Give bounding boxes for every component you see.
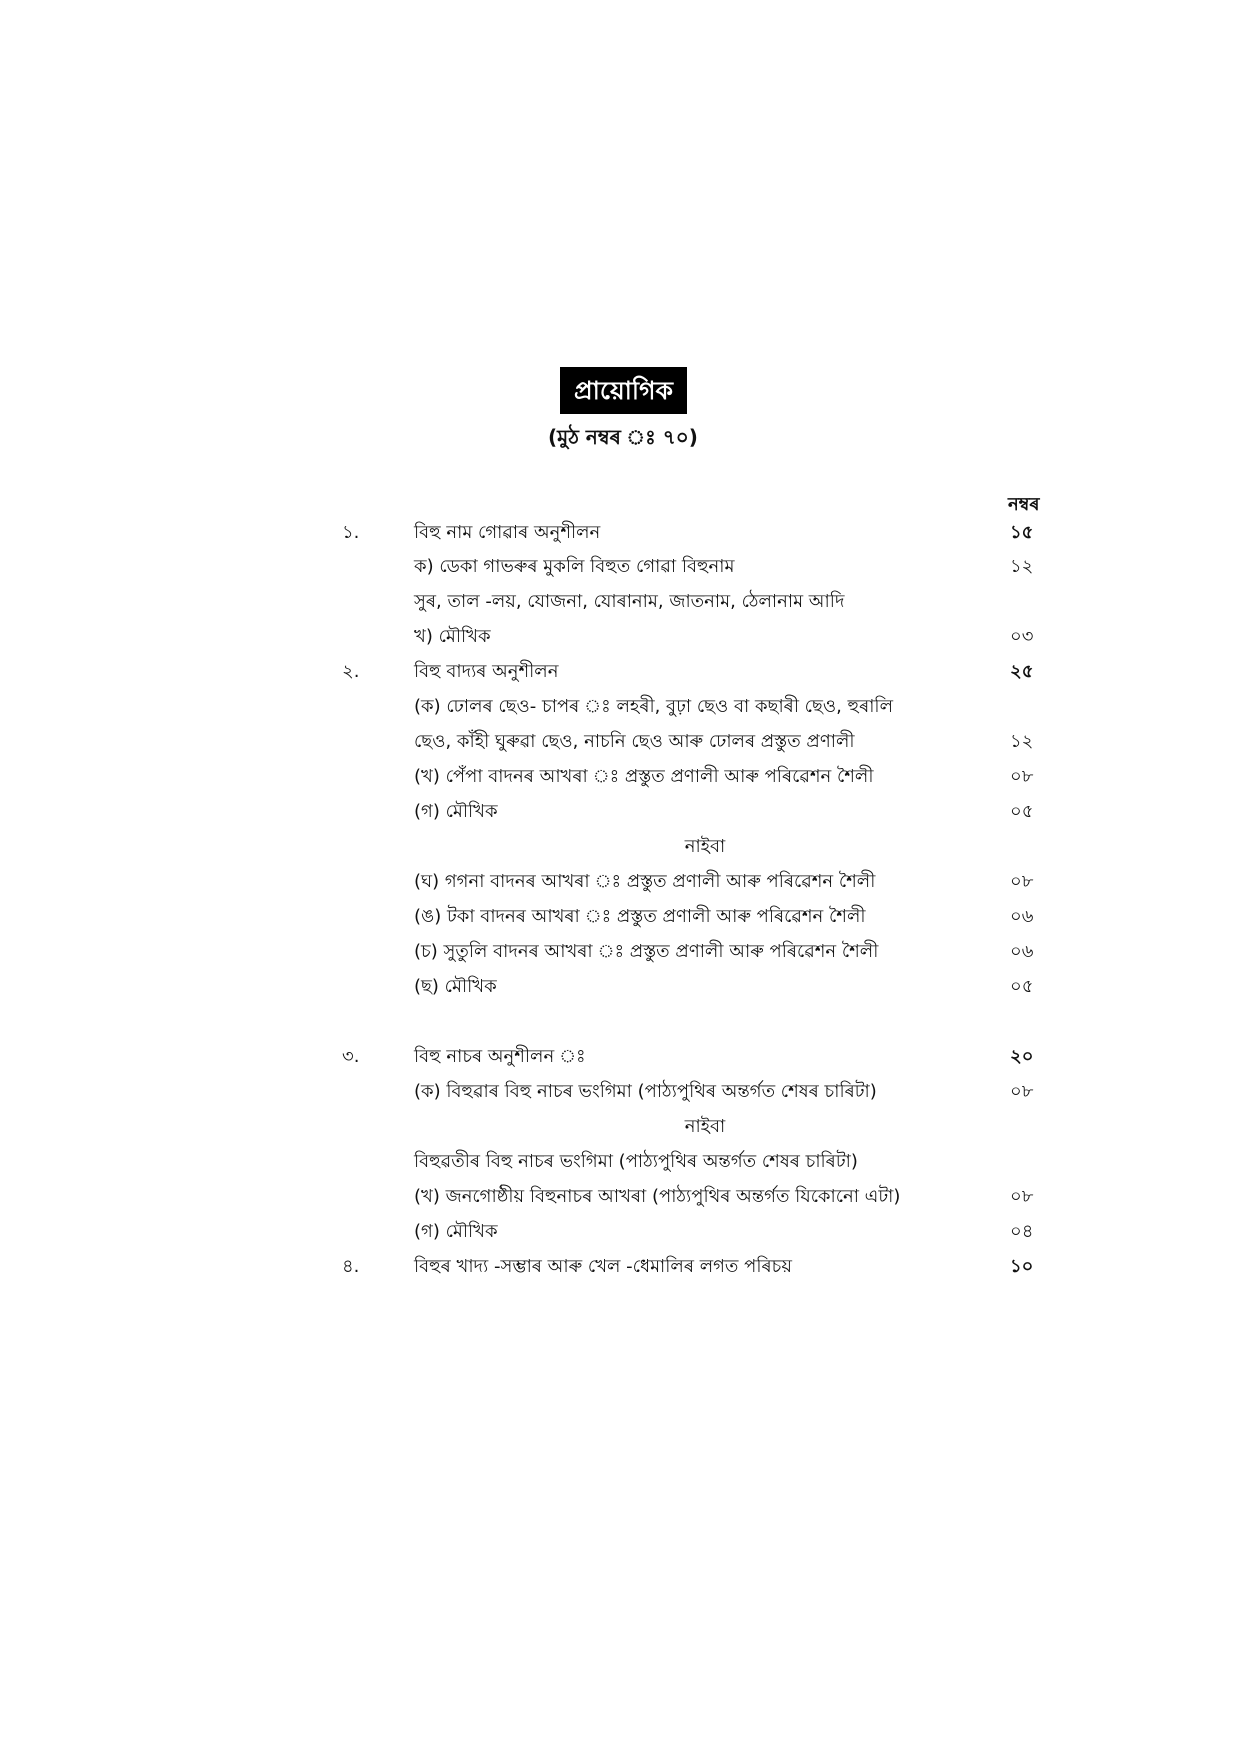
syllabus-row-16 [0, 1077, 1241, 1107]
item-number: ৩. [342, 1046, 360, 1067]
item-text: ছেও, কাঁহী ঘুৰুৱা ছেও, নাচনি ছেও আৰু ঢোলৰ প্ৰস্তুত প্ৰণালী [414, 731, 855, 752]
marks-column-heading: নম্বৰ [1008, 494, 1040, 515]
item-marks: ২৫ [1010, 661, 1034, 682]
item-marks: ০৮ [1010, 1186, 1034, 1207]
item-number: ২. [342, 661, 360, 682]
item-number: ৪. [342, 1256, 360, 1277]
item-text: খ) মৌখিক [414, 626, 491, 647]
syllabus-row-2 [0, 552, 1241, 582]
item-marks: ১৫ [1010, 522, 1034, 543]
item-text: সুৰ, তাল -লয়, যোজনা, যোৰানাম, জাতনাম, ঠেলানাম আদি [414, 591, 845, 612]
item-marks: ১০ [1010, 1256, 1034, 1277]
alternative-label: নাইবা [684, 836, 726, 857]
syllabus-row-17 [0, 1112, 1241, 1142]
item-marks: ০৫ [1010, 801, 1034, 822]
item-text: (খ) পেঁপা বাদনৰ আখৰা ঃ প্ৰস্তুত প্ৰণালী আৰু পৰিৱেশন শৈলী [414, 766, 874, 787]
syllabus-row-12 [0, 902, 1241, 932]
syllabus-row-19 [0, 1182, 1241, 1212]
syllabus-row-3 [0, 587, 1241, 617]
item-text: (ক) বিহুৱাৰ বিহু নাচৰ ভংগিমা (পাঠ্যপুথিৰ অন্তৰ্গত শেষৰ চাৰিটা) [414, 1081, 877, 1102]
syllabus-row-20 [0, 1217, 1241, 1247]
syllabus-row-6 [0, 692, 1241, 722]
item-text: বিহু নাম গোৱাৰ অনুশীলন [414, 522, 601, 543]
syllabus-row-8 [0, 762, 1241, 792]
syllabus-row-13 [0, 937, 1241, 967]
syllabus-row-15 [0, 1042, 1241, 1072]
section-title: প্ৰায়োগিক [560, 367, 687, 414]
item-marks: ০৮ [1010, 871, 1034, 892]
item-marks: ১২ [1010, 731, 1034, 752]
syllabus-row-14 [0, 972, 1241, 1002]
item-number: ১. [342, 522, 360, 543]
alternative-label: নাইবা [684, 1116, 726, 1137]
item-text: (ঙ) টকা বাদনৰ আখৰা ঃ প্ৰস্তুত প্ৰণালী আৰু পৰিৱেশন শৈলী [414, 906, 866, 927]
item-marks: ২০ [1010, 1046, 1034, 1067]
item-marks: ০৩ [1010, 626, 1034, 647]
item-marks: ০৮ [1010, 1081, 1034, 1102]
item-text: (গ) মৌখিক [414, 801, 498, 822]
item-text: (ক) ঢোলৰ ছেও- চাপৰ ঃ লহৰী, বুঢ়া ছেও বা কছাৰী ছেও, হুৰালি [414, 696, 893, 717]
syllabus-row-18 [0, 1147, 1241, 1177]
item-text: (চ) সুতুলি বাদনৰ আখৰা ঃ প্ৰস্তুত প্ৰণালী আৰু পৰিৱেশন শৈলী [414, 941, 879, 962]
item-text: ক) ডেকা গাভৰুৰ মুকলি বিহুত গোৱা বিহুনাম [414, 556, 735, 577]
item-marks: ০৬ [1010, 906, 1034, 927]
item-marks: ১২ [1010, 556, 1034, 577]
item-marks: ০৬ [1010, 941, 1034, 962]
syllabus-row-4 [0, 622, 1241, 652]
syllabus-row-21 [0, 1252, 1241, 1282]
item-text: বিহুৱতীৰ বিহু নাচৰ ভংগিমা (পাঠ্যপুথিৰ অন্তৰ্গত শেষৰ চাৰিটা) [414, 1151, 858, 1172]
item-text: (খ) জনগোষ্ঠীয় বিহুনাচৰ আখৰা (পাঠ্যপুথিৰ অন্তৰ্গত যিকোনো এটা) [414, 1186, 901, 1207]
item-text: (গ) মৌখিক [414, 1221, 498, 1242]
item-text: (ঘ) গগনা বাদনৰ আখৰা ঃ প্ৰস্তুত প্ৰণালী আৰু পৰিৱেশন শৈলী [414, 871, 876, 892]
syllabus-row-11 [0, 867, 1241, 897]
syllabus-row-5 [0, 657, 1241, 687]
total-marks-subtitle: (মুঠ নম্বৰ ঃ ৭০) [548, 425, 698, 449]
item-text: (ছ) মৌখিক [414, 976, 497, 997]
syllabus-row-10 [0, 832, 1241, 862]
item-text: বিহুৰ খাদ্য -সম্ভাৰ আৰু খেল -ধেমালিৰ লগত পৰিচয় [414, 1256, 792, 1277]
syllabus-row-9 [0, 797, 1241, 827]
item-marks: ০৪ [1010, 1221, 1034, 1242]
syllabus-row-7 [0, 727, 1241, 757]
item-marks: ০৫ [1010, 976, 1034, 997]
syllabus-row-1 [0, 518, 1241, 548]
item-text: বিহু নাচৰ অনুশীলন ঃ [414, 1046, 586, 1067]
item-text: বিহু বাদ্যৰ অনুশীলন [414, 661, 559, 682]
item-marks: ০৮ [1010, 766, 1034, 787]
